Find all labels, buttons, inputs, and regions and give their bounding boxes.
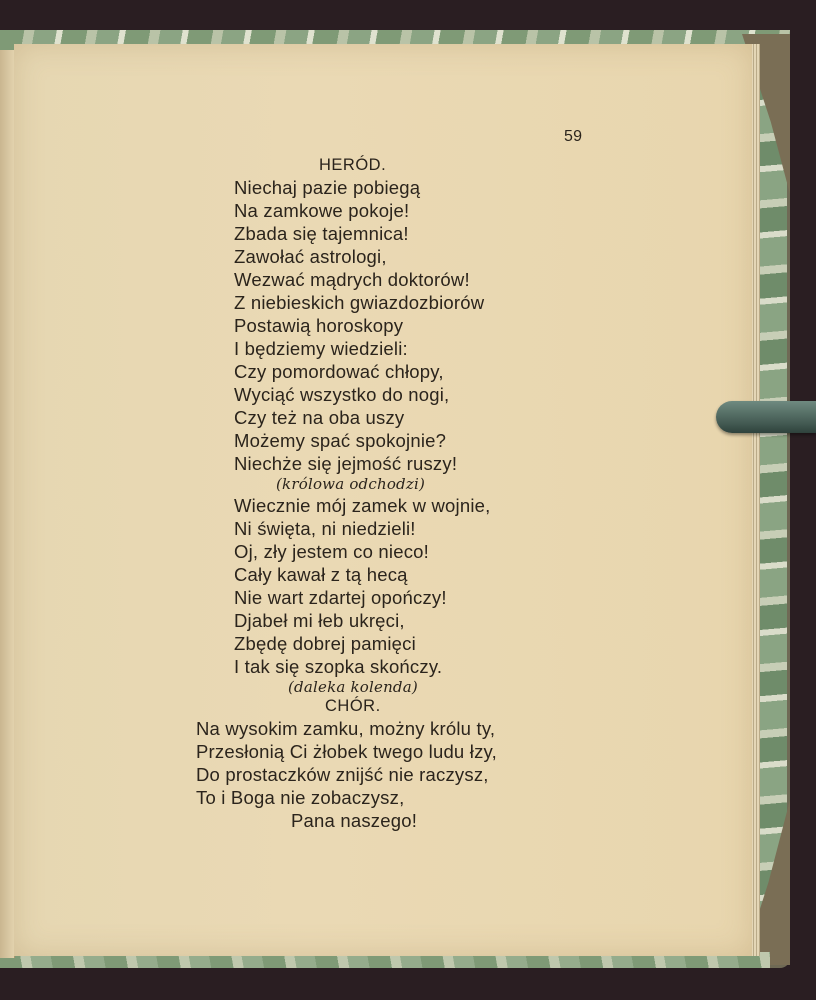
- verse-line: Przesłonią Ci żłobek twego ludu łzy,: [196, 741, 497, 762]
- verse-line: Zawołać astrologi,: [234, 246, 387, 267]
- speaker-chorus: CHÓR.: [325, 697, 381, 715]
- verse-line: Wyciąć wszystko do nogi,: [234, 384, 450, 405]
- verse-line: Djabeł mi łeb ukręci,: [234, 610, 405, 631]
- verse-line: Możemy spać spokojnie?: [234, 430, 447, 451]
- bookmark-ribbon[interactable]: [716, 401, 816, 433]
- verse-line: I tak się szopka skończy.: [234, 656, 443, 677]
- verse-line: Zbędę dobrej pamięci: [234, 633, 416, 654]
- verse-line: Oj, zły jestem co nieco!: [234, 541, 430, 562]
- verse-line: Na zamkowe pokoje!: [234, 200, 410, 221]
- verse-line: Na wysokim zamku, możny królu ty,: [196, 718, 496, 739]
- verse-line: Cały kawał z tą hecą: [234, 564, 408, 585]
- verse-line: Pana naszego!: [291, 810, 418, 831]
- verse-line: Czy też na oba uszy: [234, 407, 405, 428]
- verse-line: To i Boga nie zobaczysz,: [196, 787, 405, 808]
- page-number: 59: [564, 128, 583, 145]
- verse-line: Czy pomordować chłopy,: [234, 361, 444, 382]
- verse-line: Wiecznie mój zamek w wojnie,: [234, 495, 491, 516]
- cover-right-pattern: [757, 40, 787, 960]
- left-page-edge: [0, 50, 15, 958]
- verse-line: Wezwać mądrych doktorów!: [234, 269, 470, 290]
- stage-direction: (królowa odchodzi): [276, 475, 426, 493]
- verse-line: Z niebieskich gwiazdozbiorów: [234, 292, 485, 313]
- verse-line: Zbada się tajemnica!: [234, 223, 409, 244]
- verse-line: Niechże się jejmość ruszy!: [234, 453, 458, 474]
- verse-line: Nie wart zdartej opończy!: [234, 587, 447, 608]
- verse-line: Ni święta, ni niedzieli!: [234, 518, 416, 539]
- verse-line: Postawią horoskopy: [234, 315, 404, 336]
- verse-line: I będziemy wiedzieli:: [234, 338, 408, 359]
- verse-line: Niechaj pazie pobiegą: [234, 177, 421, 198]
- speaker-herod: HERÓD.: [319, 156, 387, 174]
- verse-line: Do prostaczków znijść nie raczysz,: [196, 764, 489, 785]
- stage-direction: (daleka kolenda): [288, 678, 418, 696]
